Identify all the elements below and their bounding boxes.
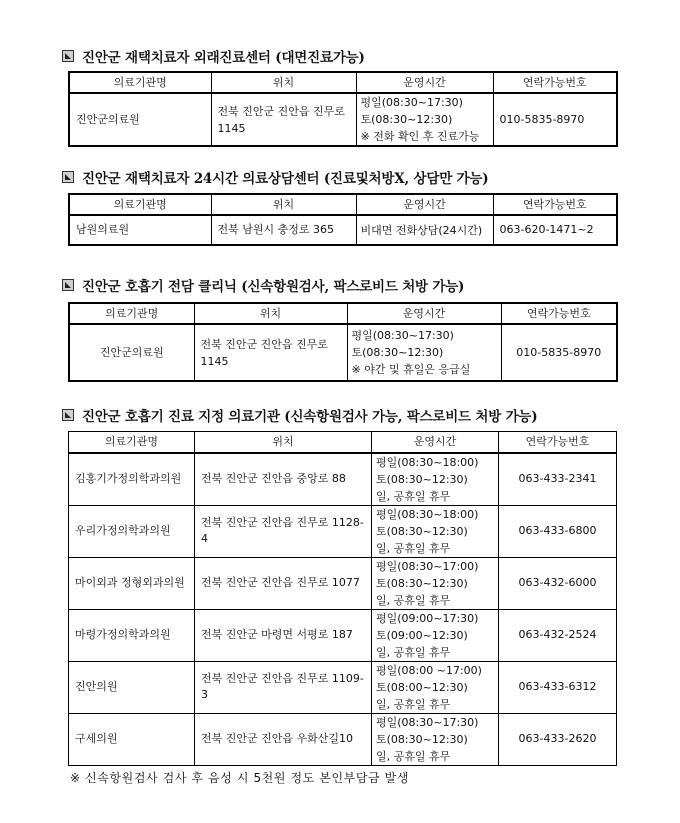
header-institution: 의료기관명: [69, 72, 211, 93]
hours-line: 비대면 전화상담(24시간): [360, 223, 483, 237]
table-header-row: [69, 72, 617, 93]
square-bullet-icon: [62, 279, 74, 291]
counseling-center-table: [68, 193, 618, 246]
institution-name: 마령가정의학과의원: [69, 609, 195, 661]
hours-line: 평일(08:30~17:00): [376, 559, 479, 573]
hours-line: 일, 공휴일 휴무: [376, 489, 451, 503]
operating-hours: [347, 324, 501, 381]
hours-line: 일, 공휴일 휴무: [376, 697, 451, 711]
operating-hours: [356, 215, 493, 245]
header-hours: 운영시간: [347, 303, 501, 324]
hours-line: 평일(08:30~17:30): [376, 715, 479, 729]
header-hours: 운영시간: [356, 72, 493, 93]
institution-name: 우리가정의학과의원: [69, 505, 195, 557]
hours-line: 토(08:00~12:30): [376, 680, 468, 694]
header-phone: 연락가능번호: [493, 72, 617, 93]
institution-name: 구세의원: [69, 713, 195, 765]
operating-hours: [372, 661, 499, 713]
institution-location: 전북 진안군 진안읍 진무로 1109-3: [195, 661, 372, 713]
header-hours: 운영시간: [372, 432, 499, 453]
footnote: ※ 신속항원검사 검사 후 음성 시 5천원 정도 본인부담금 발생: [70, 771, 410, 785]
header-phone: 연락가능번호: [501, 303, 617, 324]
respiratory-clinic-table: [68, 302, 618, 382]
institution-location: 전북 진안군 진안읍 우화산길10: [195, 713, 372, 765]
table-row: [69, 557, 617, 609]
hours-line: 평일(08:30~18:00): [376, 455, 479, 469]
hours-line: 평일(08:30~17:30): [360, 96, 463, 109]
institution-location: 전북 진안군 마령면 서평로 187: [195, 609, 372, 661]
header-institution: 의료기관명: [69, 432, 195, 453]
square-bullet-icon: [62, 171, 74, 183]
phone-number: 063-433-6312: [499, 661, 617, 713]
hours-line: 토(08:30~12:30): [360, 113, 453, 126]
operating-hours: [372, 609, 499, 661]
section-title-designated-institutions: [62, 405, 537, 425]
header-hours: 운영시간: [356, 194, 493, 215]
header-location: 위치: [211, 194, 356, 215]
hours-line: 일, 공휴일 휴무: [376, 645, 451, 659]
phone-number: 063-433-2341: [499, 453, 617, 506]
designated-institutions-table: [68, 431, 617, 766]
institution-name: 김홍기가정의학과의원: [69, 453, 195, 506]
institution-location: 전북 진안군 진안읍 진무로 1145: [211, 93, 356, 146]
hours-line: 평일(09:00~17:30): [376, 611, 479, 625]
header-location: 위치: [211, 72, 356, 93]
section-title-text: 진안군 호흡기 진료 지정 의료기관 (신속항원검사 가능, 팍스로비드 처방 가능): [82, 409, 538, 425]
table-header-row: [69, 432, 617, 453]
hours-line: 일, 공휴일 휴무: [376, 593, 451, 607]
phone-number: 063-433-6800: [499, 505, 617, 557]
phone-number: 010-5835-8970: [501, 324, 617, 381]
institution-location: 전북 진안군 진안읍 진무로 1128-4: [195, 505, 372, 557]
hours-line: ※ 야간 및 휴일은 응급실: [351, 363, 471, 376]
table-row: [69, 215, 617, 245]
table-row: [69, 609, 617, 661]
institution-name: 진안군의료원: [69, 324, 194, 381]
institution-name: 진안군의료원: [69, 93, 211, 146]
section-title-text: 진안군 호흡기 전담 클리닉 (신속항원검사, 팍스로비드 처방 가능): [82, 279, 465, 295]
operating-hours: [372, 505, 499, 557]
section-title-text: 진안군 재택치료자 외래진료센터 (대면진료가능): [82, 50, 365, 66]
phone-number: 063-620-1471~2: [493, 215, 617, 245]
outpatient-center-table: [68, 71, 618, 147]
hours-line: 토(08:30~12:30): [376, 732, 468, 746]
header-institution: 의료기관명: [69, 194, 211, 215]
section-title-counseling-center: [62, 167, 488, 187]
table-row: [69, 661, 617, 713]
institution-name: 남원의료원: [69, 215, 211, 245]
header-phone: 연락가능번호: [499, 432, 617, 453]
phone-number: 010-5835-8970: [493, 93, 617, 146]
hours-line: ※ 전화 확인 후 진료가능: [360, 130, 480, 143]
hours-line: 일, 공휴일 휴무: [376, 749, 451, 763]
header-institution: 의료기관명: [69, 303, 194, 324]
operating-hours: [372, 557, 499, 609]
section-title-outpatient-center: [62, 46, 365, 66]
hours-line: 평일(08:30~17:30): [351, 329, 454, 342]
table-row: [69, 713, 617, 765]
institution-location: 전북 진안군 진안읍 진무로 1145: [194, 324, 347, 381]
institution-name: 진안의원: [69, 661, 195, 713]
header-phone: 연락가능번호: [493, 194, 617, 215]
header-location: 위치: [195, 432, 372, 453]
hours-line: 토(08:30~12:30): [351, 346, 444, 359]
hours-line: 토(08:30~12:30): [376, 524, 468, 538]
phone-number: 063-432-6000: [499, 557, 617, 609]
square-bullet-icon: [62, 409, 74, 421]
phone-number: 063-432-2524: [499, 609, 617, 661]
operating-hours: [372, 453, 499, 506]
table-row: [69, 324, 617, 381]
phone-number: 063-433-2620: [499, 713, 617, 765]
header-location: 위치: [194, 303, 347, 324]
operating-hours: [356, 93, 493, 146]
table-header-row: [69, 194, 617, 215]
institution-location: 전북 진안군 진안읍 진무로 1077: [195, 557, 372, 609]
hours-line: 평일(08:30~18:00): [376, 507, 479, 521]
section-title-text: 진안군 재택치료자 24시간 의료상담센터 (진료및처방X, 상담만 가능): [82, 171, 489, 187]
table-row: [69, 93, 617, 146]
table-row: [69, 453, 617, 506]
hours-line: 토(08:30~12:30): [376, 472, 468, 486]
hours-line: 일, 공휴일 휴무: [376, 541, 451, 555]
hours-line: 토(09:00~12:30): [376, 628, 468, 642]
square-bullet-icon: [62, 50, 74, 62]
section-title-respiratory-clinic: [62, 275, 464, 295]
hours-line: 토(08:30~12:30): [376, 576, 468, 590]
institution-location: 전북 남원시 충정로 365: [211, 215, 356, 245]
table-row: [69, 505, 617, 557]
institution-name: 마이외과 정형외과의원: [69, 557, 195, 609]
hours-line: 평일(08:00 ~17:00): [376, 663, 482, 677]
operating-hours: [372, 713, 499, 765]
table-header-row: [69, 303, 617, 324]
institution-location: 전북 진안군 진안읍 중앙로 88: [195, 453, 372, 506]
